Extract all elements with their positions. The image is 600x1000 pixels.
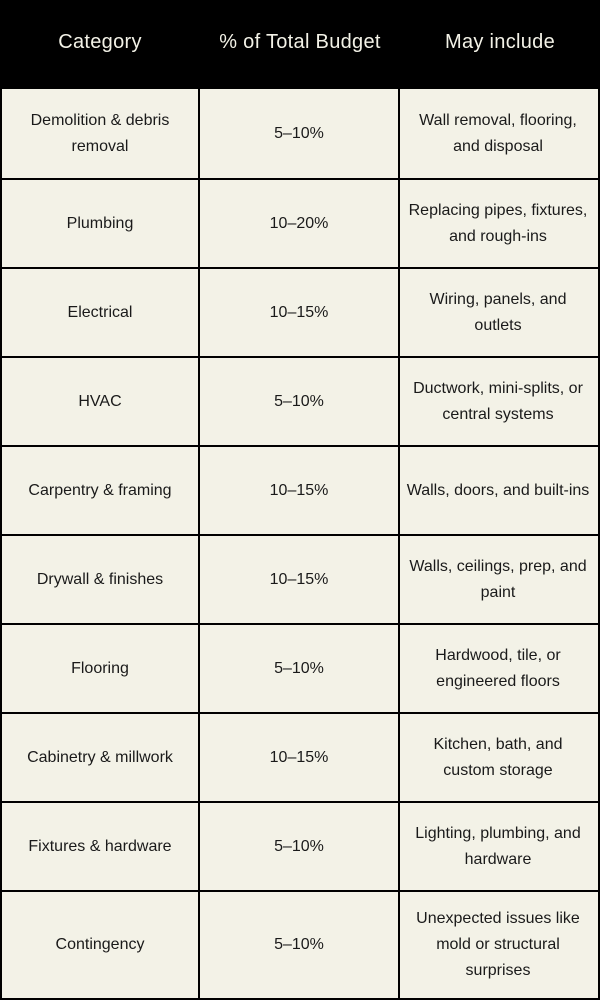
category-cell: Flooring bbox=[2, 625, 200, 712]
table-row bbox=[2, 178, 598, 267]
percent-cell: 10–15% bbox=[200, 536, 400, 623]
includes-cell: Walls, ceilings, prep, and paint bbox=[409, 557, 587, 601]
table-row bbox=[2, 623, 598, 712]
includes-cell: Lighting, plumbing, and hardware bbox=[415, 824, 581, 868]
category-cell: Contingency bbox=[2, 892, 200, 998]
table-row bbox=[2, 356, 598, 445]
includes-cell: Walls, doors, and built-ins bbox=[406, 481, 590, 499]
percent-cell: 5–10% bbox=[200, 89, 400, 178]
table-row bbox=[2, 890, 598, 998]
table-row bbox=[2, 89, 598, 178]
includes-cell: Kitchen, bath, and custom storage bbox=[433, 735, 563, 779]
header-includes: May include bbox=[444, 31, 556, 53]
includes-cell: Replacing pipes, fixtures, and rough-ins bbox=[408, 201, 588, 245]
table-row bbox=[2, 801, 598, 890]
percent-cell: 5–10% bbox=[200, 803, 400, 890]
category-cell: Cabinetry & millwork bbox=[2, 714, 200, 801]
percent-cell: 5–10% bbox=[200, 892, 400, 998]
category-cell: Electrical bbox=[2, 269, 200, 356]
header-percent: % of Total Budget bbox=[219, 31, 381, 53]
table-body bbox=[0, 89, 600, 1000]
percent-cell: 5–10% bbox=[200, 358, 400, 445]
table-row bbox=[2, 445, 598, 534]
table-header bbox=[0, 0, 600, 89]
category-cell: Fixtures & hardware bbox=[2, 803, 200, 890]
percent-cell: 10–15% bbox=[200, 447, 400, 534]
includes-cell: Ductwork, mini-splits, or central systems bbox=[413, 379, 583, 423]
category-cell: Drywall & finishes bbox=[2, 536, 200, 623]
table-row bbox=[2, 712, 598, 801]
header-category: Category bbox=[58, 31, 142, 53]
category-cell: Plumbing bbox=[2, 180, 200, 267]
includes-cell: Unexpected issues like mold or structural surprises bbox=[416, 910, 580, 979]
percent-cell: 5–10% bbox=[200, 625, 400, 712]
percent-cell: 10–20% bbox=[200, 180, 400, 267]
percent-cell: 10–15% bbox=[200, 269, 400, 356]
percent-cell: 10–15% bbox=[200, 714, 400, 801]
category-cell: HVAC bbox=[2, 358, 200, 445]
includes-cell: Wall removal, flooring, and disposal bbox=[419, 111, 577, 155]
includes-cell: Hardwood, tile, or engineered floors bbox=[435, 646, 561, 690]
category-cell: Demolition & debris removal bbox=[2, 89, 200, 178]
category-cell: Carpentry & framing bbox=[2, 447, 200, 534]
table-row bbox=[2, 267, 598, 356]
includes-cell: Wiring, panels, and outlets bbox=[429, 290, 567, 334]
table-row bbox=[2, 534, 598, 623]
